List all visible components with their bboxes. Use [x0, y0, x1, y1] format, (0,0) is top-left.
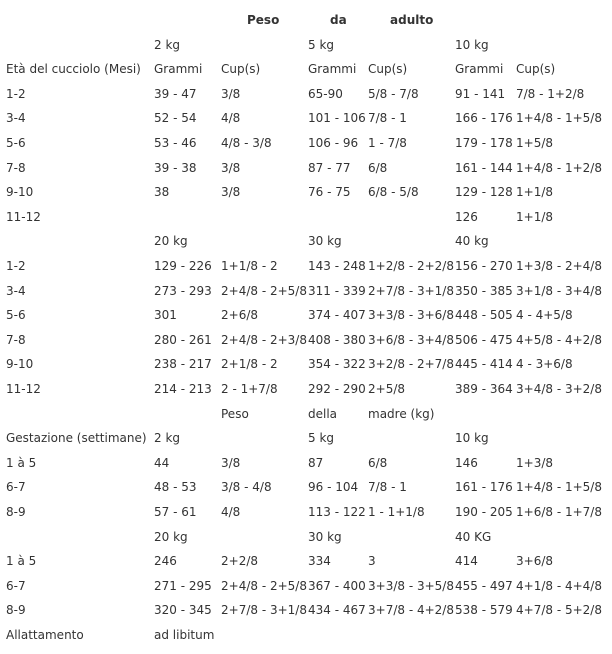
- table-cell: 11-12: [6, 209, 41, 224]
- table-cell: 3/8: [221, 455, 241, 470]
- table-cell: 414: [455, 554, 478, 569]
- table-cell: 9-10: [6, 357, 34, 372]
- table-cell: 8-9: [6, 505, 26, 519]
- table-header-row: [0, 8, 612, 33]
- table-row: [0, 623, 612, 648]
- table-row: [0, 402, 612, 427]
- table-cell: 44: [154, 455, 170, 470]
- table-cell: 4/8: [221, 111, 241, 126]
- table-row: [0, 475, 612, 500]
- table-cell: 40 kg: [455, 234, 489, 249]
- table-cell: 65-90: [308, 86, 343, 101]
- table-cell: 2+7/8 - 3+1/8: [368, 283, 454, 298]
- table-cell: 4+5/8 - 4+2/8: [516, 332, 602, 347]
- table-cell: 2+4/8 - 2+3/8: [221, 332, 307, 347]
- table-cell: 214 - 213: [154, 382, 212, 396]
- table-cell: 3+4/8 - 3+2/8: [516, 382, 602, 396]
- table-cell: 3+1/8 - 3+4/8: [516, 283, 602, 298]
- table-cell: 20 kg: [154, 234, 188, 249]
- table-cell: 1 - 7/8: [368, 136, 407, 150]
- table-cell: 91 - 141: [455, 86, 506, 101]
- table-cell: 1-2: [6, 86, 26, 101]
- table-cell: Età del cucciolo (Mesi): [6, 62, 141, 77]
- table-cell: 7/8 - 1: [368, 111, 407, 126]
- table-cell: 53 - 46: [154, 136, 197, 150]
- table-row: [0, 328, 612, 353]
- table-cell: 2+2/8: [221, 554, 259, 569]
- table-cell: 1+4/8 - 1+5/8: [516, 111, 602, 126]
- table-cell: 389 - 364: [455, 382, 513, 396]
- table-cell: 6/8: [368, 160, 388, 175]
- table-cell: 280 - 261: [154, 332, 212, 347]
- table-cell: 7-8: [6, 160, 26, 175]
- table-cell: 538 - 579: [455, 603, 513, 618]
- table-cell: 179 - 178: [455, 136, 513, 150]
- table-cell: 3+6/8 - 3+4/8: [368, 332, 454, 347]
- table-cell: 146: [455, 455, 478, 470]
- table-cell: 3+3/8 - 3+6/8: [368, 308, 454, 323]
- table-cell: 1+1/8: [516, 209, 554, 224]
- table-cell: 3+2/8 - 2+7/8: [368, 357, 454, 372]
- table-cell: 8-9: [6, 603, 26, 618]
- table-cell: 4 - 4+5/8: [516, 308, 573, 323]
- table-row: [0, 229, 612, 254]
- table-cell: 6/8 - 5/8: [368, 185, 419, 200]
- table-cell: Cup(s): [368, 62, 408, 77]
- table-cell: 161 - 176: [455, 480, 513, 495]
- table-cell: 39 - 47: [154, 86, 197, 101]
- table-cell: 3/8: [221, 185, 241, 200]
- table-cell: 1+3/8 - 2+4/8: [516, 259, 602, 273]
- table-cell: 2 - 1+7/8: [221, 382, 278, 396]
- table-cell: 1 à 5: [6, 455, 37, 470]
- table-cell: 367 - 400: [308, 578, 366, 593]
- table-row: [0, 303, 612, 328]
- table-cell: 52 - 54: [154, 111, 197, 126]
- table-row: [0, 598, 612, 623]
- table-cell: 350 - 385: [455, 283, 513, 298]
- table-cell: 1+4/8 - 1+5/8: [516, 480, 602, 495]
- table-cell: 106 - 96: [308, 136, 359, 150]
- table-cell: 1+6/8 - 1+7/8: [516, 505, 602, 519]
- table-cell: 7-8: [6, 332, 26, 347]
- table-cell: 2+7/8 - 3+1/8: [221, 603, 307, 618]
- table-cell: 455 - 497: [455, 578, 513, 593]
- table-cell: 76 - 75: [308, 185, 351, 200]
- table-cell: 301: [154, 308, 177, 323]
- table-row: [0, 500, 612, 525]
- table-row: [0, 426, 612, 451]
- table-cell: 506 - 475: [455, 332, 513, 347]
- table-cell: 7/8 - 1+2/8: [516, 86, 585, 101]
- table-cell: 2 kg: [154, 37, 181, 52]
- table-cell: 30 kg: [308, 529, 342, 544]
- table-cell: 2 kg: [154, 431, 181, 446]
- table-cell: 40 KG: [455, 529, 492, 544]
- table-cell: 246: [154, 554, 177, 569]
- table-row: [0, 131, 612, 156]
- table-cell: 4+1/8 - 4+4/8: [516, 578, 602, 593]
- table-cell: 3: [368, 554, 376, 569]
- table-cell: 3/8: [221, 86, 241, 101]
- table-cell: 161 - 144: [455, 160, 513, 175]
- header-word: adulto: [390, 13, 434, 27]
- table-row: [0, 106, 612, 131]
- table-cell: 5-6: [6, 308, 26, 323]
- table-cell: 96 - 104: [308, 480, 359, 495]
- table-cell: 445 - 414: [455, 357, 513, 372]
- table-cell: 292 - 290: [308, 382, 366, 396]
- table-cell: 3-4: [6, 283, 26, 298]
- table-cell: 1-2: [6, 259, 26, 273]
- table-row: [0, 377, 612, 402]
- table-cell: 5-6: [6, 136, 26, 150]
- table-cell: 334: [308, 554, 331, 569]
- table-row: [0, 549, 612, 574]
- table-cell: 87: [308, 455, 324, 470]
- table-cell: Cup(s): [516, 62, 556, 77]
- table-cell: 10 kg: [455, 37, 489, 52]
- table-cell: 374 - 407: [308, 308, 366, 323]
- table-row: [0, 279, 612, 304]
- table-cell: 87 - 77: [308, 160, 351, 175]
- table-row: [0, 156, 612, 181]
- table-cell: 2+4/8 - 2+5/8: [221, 578, 307, 593]
- table-cell: 2+4/8 - 2+5/8: [221, 283, 307, 298]
- table-cell: 101 - 106: [308, 111, 366, 126]
- table-cell: 3/8 - 4/8: [221, 480, 272, 495]
- table-row: [0, 57, 612, 82]
- table-cell: 238 - 217: [154, 357, 212, 372]
- table-cell: 10 kg: [455, 431, 489, 446]
- table-cell: 4/8: [221, 505, 241, 519]
- table-cell: 434 - 467: [308, 603, 366, 618]
- table-cell: 190 - 205: [455, 505, 513, 519]
- table-cell: 320 - 345: [154, 603, 212, 618]
- table-cell: 448 - 505: [455, 308, 513, 323]
- table-cell: 1 à 5: [6, 554, 37, 569]
- table-cell: 156 - 270: [455, 259, 513, 273]
- table-cell: della: [308, 406, 338, 421]
- table-row: [0, 180, 612, 205]
- table-cell: 3+3/8 - 3+5/8: [368, 578, 454, 593]
- table-cell: 7/8 - 1: [368, 480, 407, 495]
- table-cell: Gestazione (settimane): [6, 431, 147, 446]
- table-cell: Grammi: [455, 62, 504, 77]
- table-row: [0, 205, 612, 230]
- table-row: [0, 352, 612, 377]
- table-cell: 354 - 322: [308, 357, 366, 372]
- table-cell: 9-10: [6, 185, 34, 200]
- table-cell: 39 - 38: [154, 160, 197, 175]
- table-cell: 1 - 1+1/8: [368, 505, 425, 519]
- table-cell: 1+3/8: [516, 455, 554, 470]
- table-cell: Grammi: [308, 62, 357, 77]
- table-cell: 3/8: [221, 160, 241, 175]
- table-cell: madre (kg): [368, 406, 435, 421]
- table-cell: 1+5/8: [516, 136, 554, 150]
- table-cell: 129 - 128: [455, 185, 513, 200]
- table-cell: 408 - 380: [308, 332, 366, 347]
- table-cell: 166 - 176: [455, 111, 513, 126]
- table-cell: 126: [455, 209, 478, 224]
- table-row: [0, 451, 612, 476]
- header-word: Peso: [247, 13, 280, 27]
- table-cell: Peso: [221, 406, 249, 421]
- table-cell: 5/8 - 7/8: [368, 86, 419, 101]
- table-cell: Cup(s): [221, 62, 261, 77]
- table-cell: 6-7: [6, 578, 26, 593]
- table-cell: 2+1/8 - 2: [221, 357, 278, 372]
- table-cell: 2+5/8: [368, 382, 406, 396]
- table-cell: 3+6/8: [516, 554, 554, 569]
- table-cell: 2+6/8: [221, 308, 259, 323]
- table-cell: 1+2/8 - 2+2/8: [368, 259, 454, 273]
- table-row: [0, 33, 612, 58]
- table-cell: ad libitum: [154, 628, 215, 642]
- table-row: [0, 82, 612, 107]
- table-cell: 4 - 3+6/8: [516, 357, 573, 372]
- table-row: [0, 254, 612, 279]
- table-cell: 1+1/8: [516, 185, 554, 200]
- table-cell: Allattamento: [6, 628, 84, 642]
- table-cell: 20 kg: [154, 529, 188, 544]
- table-cell: 5 kg: [308, 37, 335, 52]
- table-cell: 4/8 - 3/8: [221, 136, 272, 150]
- table-cell: 48 - 53: [154, 480, 197, 495]
- table-cell: 1+4/8 - 1+2/8: [516, 160, 602, 175]
- table-cell: 57 - 61: [154, 505, 197, 519]
- table-cell: 273 - 293: [154, 283, 212, 298]
- table-cell: 30 kg: [308, 234, 342, 249]
- table-cell: 11-12: [6, 382, 41, 396]
- table-cell: 6-7: [6, 480, 26, 495]
- table-row: [0, 574, 612, 599]
- table-cell: 1+1/8 - 2: [221, 259, 278, 273]
- table-cell: 271 - 295: [154, 578, 212, 593]
- table-cell: 129 - 226: [154, 259, 212, 273]
- header-word: da: [330, 13, 347, 27]
- table-cell: 3-4: [6, 111, 26, 126]
- table-cell: 38: [154, 185, 170, 200]
- table-cell: 6/8: [368, 455, 388, 470]
- table-cell: 113 - 122: [308, 505, 366, 519]
- table-cell: 5 kg: [308, 431, 335, 446]
- table-cell: 3+7/8 - 4+2/8: [368, 603, 454, 618]
- table-cell: 143 - 248: [308, 259, 366, 273]
- table-row: [0, 525, 612, 550]
- table-cell: Grammi: [154, 62, 203, 77]
- table-cell: 311 - 339: [308, 283, 366, 298]
- table-cell: 4+7/8 - 5+2/8: [516, 603, 602, 618]
